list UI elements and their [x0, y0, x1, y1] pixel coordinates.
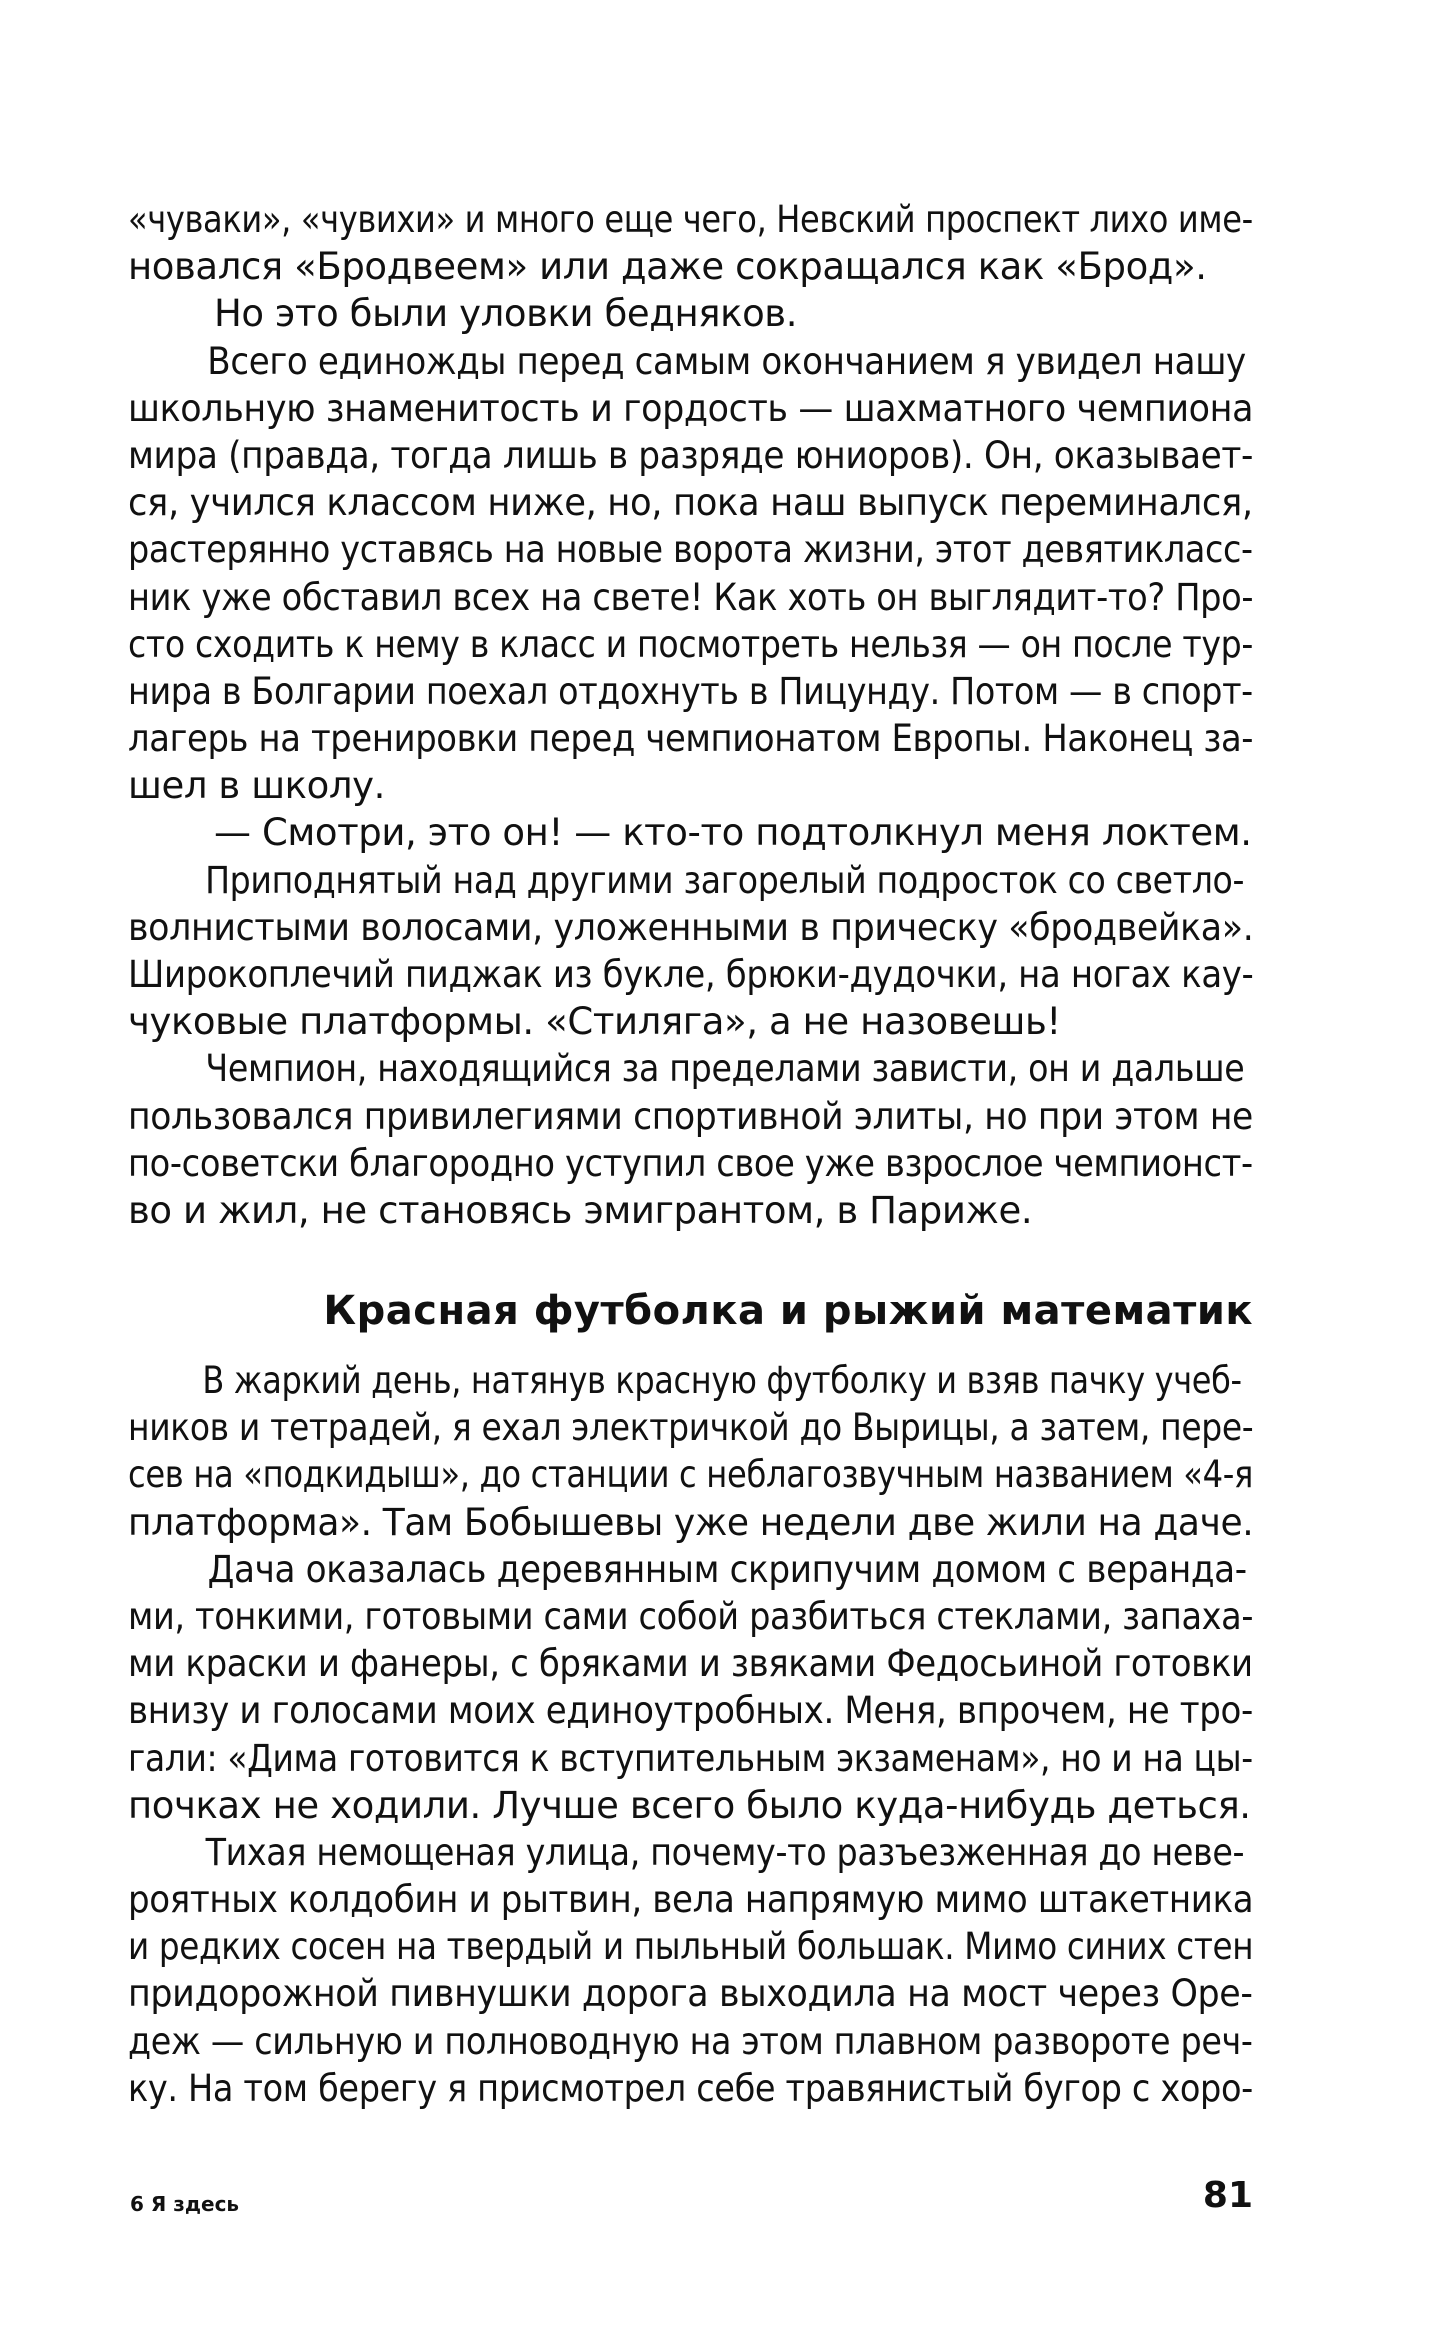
- text-line: Чемпион, находящийся за пределами зависти, он и дальше: [205, 1047, 1245, 1091]
- text-line: платформа». Там Бобышевы уже недели две жили на даче.: [128, 1500, 1254, 1544]
- text-line: Тихая немощеная улица, почему-то разъезженная до неве-: [205, 1830, 1245, 1874]
- text-line: и редких сосен на твердый и пыльный большак. Мимо синих стен: [128, 1925, 1254, 1969]
- text-line: растерянно уставясь на новые ворота жизни, этот девятикласс-: [128, 528, 1253, 572]
- text-line: шел в школу.: [128, 764, 385, 808]
- text-line: гали: «Дима готовится к вступительным экзаменам», но и на цы-: [128, 1736, 1253, 1780]
- text-line: Приподнятый над другими загорелый подросток со светло-: [205, 858, 1245, 902]
- text-line: ник уже обставил всех на свете! Как хоть он выглядит-то? Про-: [128, 575, 1254, 619]
- text-line: чуковые платформы. «Стиляга», а не назовешь!: [128, 1000, 1061, 1044]
- section-heading: Красная футболка и рыжий математик: [323, 1288, 1253, 1334]
- text-line: В жаркий день, натянув красную футболку и взяв пачку учеб-: [202, 1359, 1242, 1402]
- text-line: роятных колдобин и рытвин, вела напрямую мимо штакетника: [128, 1878, 1254, 1922]
- text-line: новался «Бродвеем» или даже сокращался как «Брод».: [128, 245, 1207, 289]
- text-line: школьную знаменитость и гордость — шахматного чемпиона: [128, 386, 1254, 430]
- text-line: деж — сильную и полноводную на этом плавном развороте реч-: [128, 2019, 1253, 2063]
- text-line: Дача оказалась деревянным скрипучим домом с веранда-: [207, 1547, 1247, 1591]
- text-line: Всего единожды перед самым окончанием я увидел нашу: [207, 339, 1246, 383]
- text-line: пользовался привилегиями спортивной элиты, но при этом не: [128, 1094, 1253, 1138]
- text-line: Но это были уловки бедняков.: [214, 292, 798, 336]
- text-line: нира в Болгарии поехал отдохнуть в Пицунду. Потом — в спорт-: [128, 669, 1253, 713]
- text-line: Широкоплечий пиджак из букле, брюки-дудочки, на ногах кау-: [128, 953, 1254, 996]
- text-line: лагерь на тренировки перед чемпионатом Европы. Наконец за-: [128, 717, 1254, 761]
- text-line: ку. На том берегу я присмотрел себе травянистый бугор с хоро-: [128, 2066, 1253, 2110]
- text-line: — Смотри, это он! — кто-то подтолкнул меня локтем.: [214, 811, 1252, 855]
- text-line: по-советски благородно уступил свое уже взрослое чемпионст-: [128, 1141, 1253, 1185]
- text-line: ми, тонкими, готовыми сами собой разбиться стеклами, запаха-: [128, 1594, 1254, 1638]
- text-line: придорожной пивнушки дорога выходила на мост через Оре-: [128, 1972, 1253, 2016]
- text-line: сто сходить к нему в класс и посмотреть нельзя — он после тур-: [128, 622, 1253, 666]
- text-line: во и жил, не становясь эмигрантом, в Париже.: [128, 1188, 1033, 1232]
- text-line: волнистыми волосами, уложенными в прическу «бродвейка».: [128, 905, 1254, 949]
- text-block-1: [128, 196, 1253, 1234]
- page-number: 81: [1202, 2175, 1253, 2216]
- text-line: мира (правда, тогда лишь в разряде юниоров). Он, оказывает-: [128, 433, 1254, 477]
- signature-mark: 6 Я здесь: [130, 2192, 240, 2216]
- text-line: ся, учился классом ниже, но, пока наш выпуск переминался,: [128, 481, 1253, 525]
- text-line: ми краски и фанеры, с бряками и звяками Федосьиной готовки: [128, 1642, 1253, 1686]
- text-line: почках не ходили. Лучше всего было куда-нибудь деться.: [128, 1783, 1251, 1827]
- text-block-2: [128, 1357, 1253, 2112]
- text-line: внизу и голосами моих единоутробных. Меня, впрочем, не тро-: [128, 1689, 1253, 1733]
- text-line: ников и тетрадей, я ехал электричкой до Вырицы, а затем, пере-: [128, 1406, 1254, 1450]
- text-line: «чуваки», «чувихи» и много еще чего, Невский проспект лихо име-: [128, 198, 1253, 241]
- text-line: сев на «подкидыш», до станции с неблагозвучным названием «4-я: [128, 1453, 1254, 1497]
